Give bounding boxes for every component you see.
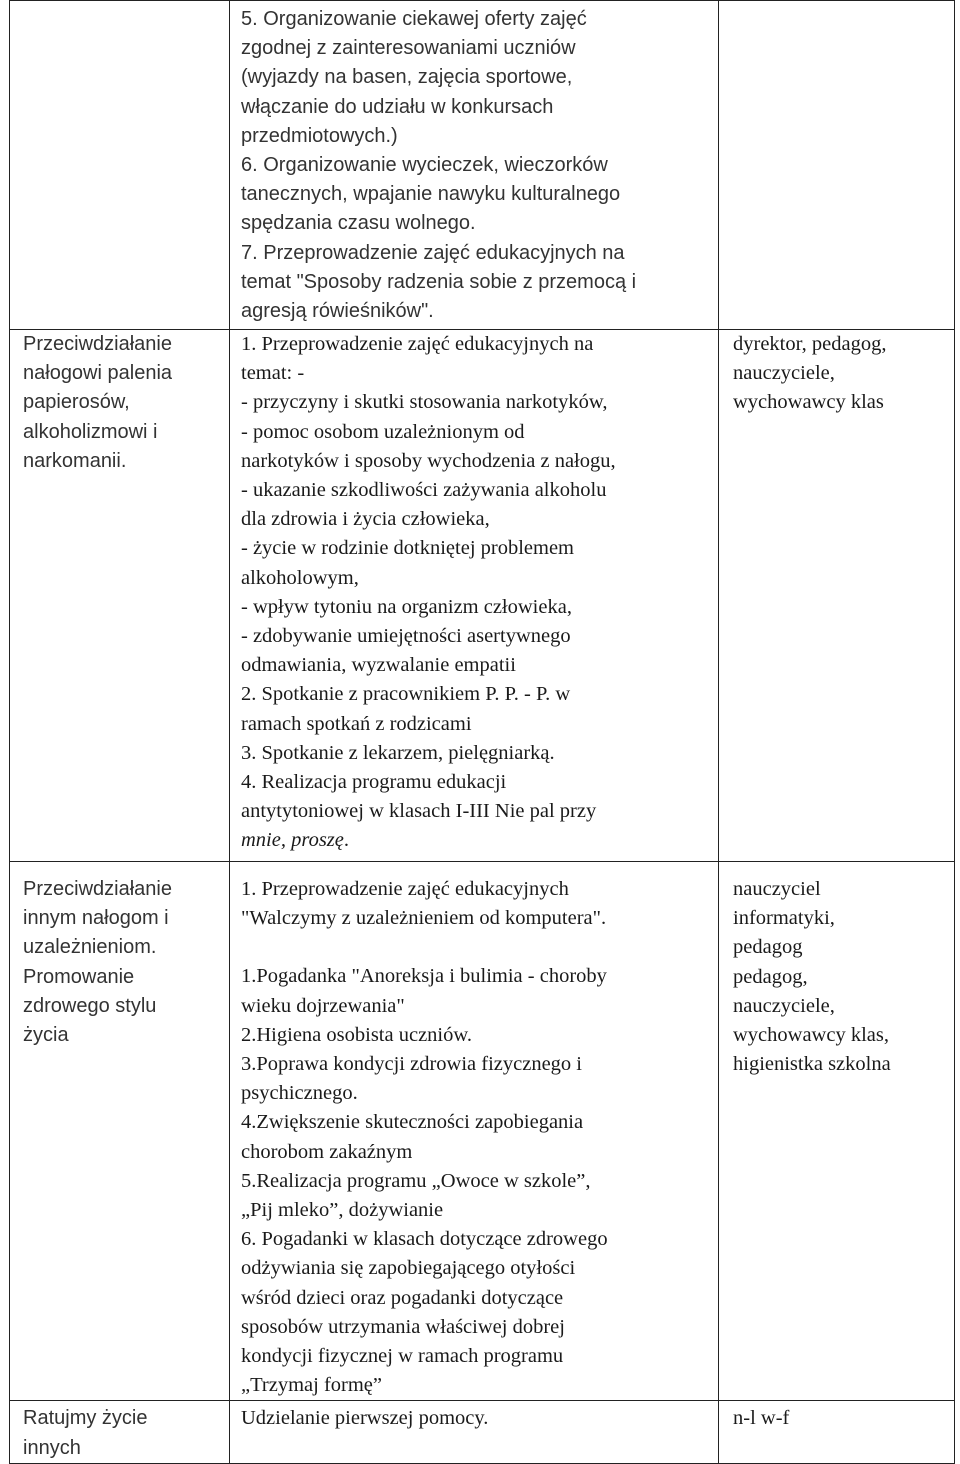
topic-line: innych — [23, 1436, 81, 1459]
activity-line: 1. Przeprowadzenie zajęć edukacyjnych na — [241, 333, 594, 355]
topic-line: życia — [23, 1024, 69, 1047]
activity-line: (wyjazdy na basen, zajęcia sportowe, — [241, 66, 573, 89]
activity-line: dla zdrowia i życia człowieka, — [241, 508, 490, 531]
activity-line: alkoholowym, — [241, 566, 359, 589]
activity-line: ramach spotkań z rodzicami — [241, 712, 472, 735]
activity-line: 3. Spotkanie z lekarzem, pielęgniarką. — [241, 741, 555, 764]
activity-line: 7. Przeprowadzenie zajęć edukacyjnych na — [241, 241, 625, 264]
activity-line: kondycji fizycznej w ramach programu — [241, 1345, 564, 1368]
activity-line: 5. Organizowanie ciekawej oferty zajęć — [241, 8, 587, 30]
activity-line: - zdobywanie umiejętności asertywnego — [241, 625, 571, 648]
activity-line: - pomoc osobom uzależnionym od — [241, 420, 525, 443]
table-row — [10, 1, 955, 330]
activity-line: 6. Organizowanie wycieczek, wieczorków — [241, 154, 608, 177]
topic-cell — [10, 1401, 230, 1463]
topic-line: papierosów, — [23, 391, 130, 414]
activity-line: chorobom zakaźnym — [241, 1140, 413, 1163]
responsible-line: wychowawcy klas, — [733, 1024, 889, 1047]
activity-line: 2.Higiena osobista uczniów. — [241, 1023, 472, 1046]
activity-line: - ukazanie szkodliwości zażywania alkoholu — [241, 479, 607, 502]
table-row — [10, 862, 955, 1401]
responsible-cell — [719, 1, 955, 330]
activity-line: 1.Pogadanka "Anoreksja i bulimia - choroby — [241, 965, 607, 988]
activity-line: tanecznych, wpajanie nawyku kulturalnego — [241, 183, 621, 206]
responsible-line: informatyki, — [733, 907, 835, 930]
activities-cell — [230, 330, 719, 862]
topic-line: nałogowi palenia — [23, 362, 173, 385]
topic-cell — [10, 862, 230, 1401]
responsible-line: higienistka szkolna — [733, 1053, 891, 1076]
topic-line: alkoholizmowi i — [23, 420, 158, 443]
responsible-cell — [719, 1401, 955, 1463]
activity-line: - przyczyny i skutki stosowania narkotyków, — [241, 391, 608, 414]
activity-line: temat: - — [241, 362, 305, 385]
topic-line: Promowanie — [23, 965, 135, 988]
activity-line — [241, 826, 710, 855]
activity-line: zgodnej z zainteresowaniami uczniów — [241, 37, 576, 60]
responsible-cell — [719, 862, 955, 1401]
activity-line: 3.Poprawa kondycji zdrowia fizycznego i — [241, 1053, 582, 1076]
topic-cell — [10, 330, 230, 862]
activity-line: 5.Realizacja programu „Owoce w szkole”, — [241, 1169, 591, 1192]
activity-line: wśród dzieci oraz pogadanki dotyczące — [241, 1286, 564, 1309]
activity-line: 6. Pogadanki w klasach dotyczące zdrowego — [241, 1228, 608, 1251]
activity-line: Udzielanie pierwszej pomocy. — [241, 1407, 489, 1430]
activities-cell — [230, 1401, 719, 1463]
responsible-line: nauczyciele, — [733, 994, 835, 1017]
activity-line: - wpływ tytoniu na organizm człowieka, — [241, 595, 572, 618]
activity-line: przedmiotowych.) — [241, 124, 398, 147]
activity-line: temat "Sposoby radzenia sobie z przemocą i — [241, 270, 637, 293]
activity-line: agresją rówieśników". — [241, 300, 434, 323]
activities-cell — [230, 862, 719, 1401]
topic-line: narkomanii. — [23, 449, 127, 472]
activity-line: narkotyków i sposoby wychodzenia z nałogu, — [241, 449, 616, 472]
responsible-line: pedagog, — [733, 965, 808, 988]
activity-line: 4.Zwiększenie skuteczności zapobiegania — [241, 1111, 584, 1134]
activity-line: 2. Spotkanie z pracownikiem P. P. - P. w — [241, 683, 571, 706]
table-row — [10, 330, 955, 862]
responsible-line: nauczyciel — [733, 878, 821, 900]
activity-line: „Trzymaj formę” — [241, 1374, 382, 1397]
activity-line: „Pij mleko”, dożywianie — [241, 1199, 444, 1222]
program-title-suffix: . — [343, 829, 349, 852]
table-row — [10, 1401, 955, 1463]
responsible-line: nauczyciele, — [733, 362, 835, 385]
activity-line: włączanie do udziału w konkursach — [241, 95, 554, 118]
activities-cell — [230, 1, 719, 330]
activity-line: spędzania czasu wolnego. — [241, 212, 476, 235]
topic-line: Przeciwdziałanie — [23, 878, 172, 900]
topic-line: Ratujmy życie — [23, 1407, 148, 1430]
topic-line: Przeciwdziałanie — [23, 333, 172, 355]
topic-line: innym nałogom i — [23, 907, 169, 930]
topic-cell — [10, 1, 230, 330]
responsible-line: dyrektor, pedagog, — [733, 333, 887, 355]
activity-line: odżywiania się zapobiegającego otyłości — [241, 1257, 576, 1280]
activity-line: 4. Realizacja programu edukacji — [241, 771, 507, 794]
activity-line: sposobów utrzymania właściwej dobrej — [241, 1315, 565, 1338]
responsible-line: pedagog — [733, 936, 803, 959]
activity-line: - życie w rodzinie dotkniętej problemem — [241, 537, 575, 560]
topic-line: zdrowego stylu — [23, 994, 157, 1017]
activity-line: psychicznego. — [241, 1082, 358, 1105]
responsible-cell — [719, 330, 955, 862]
activity-line: odmawiania, wyzwalanie empatii — [241, 654, 516, 677]
program-title-italic: mnie, proszę — [241, 829, 344, 852]
responsible-line: wychowawcy klas — [733, 391, 884, 414]
plan-table — [9, 0, 955, 1464]
topic-line: uzależnieniom. — [23, 936, 157, 959]
activity-line: wieku dojrzewania" — [241, 994, 405, 1017]
responsible-line: n-l w-f — [733, 1407, 790, 1430]
activity-line: antytytoniowej w klasach I-III Nie pal przy — [241, 800, 597, 823]
activity-line: "Walczymy z uzależnieniem od komputera". — [241, 907, 607, 930]
activity-line: 1. Przeprowadzenie zajęć edukacyjnych — [241, 878, 569, 900]
